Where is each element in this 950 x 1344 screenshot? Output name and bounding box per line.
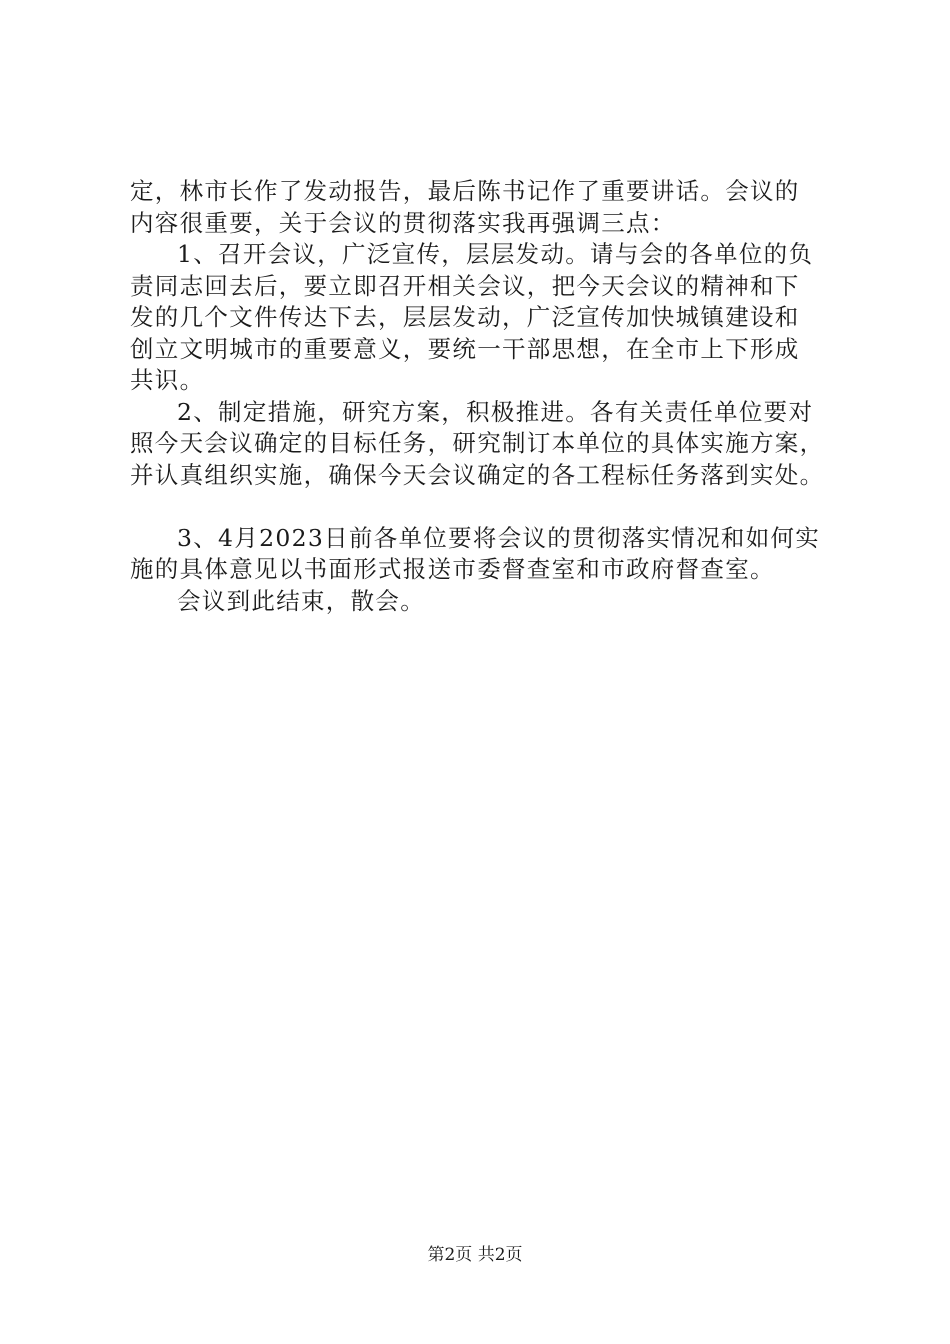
paragraph-line: 会议到此结束，散会。 (177, 586, 425, 615)
paragraph-line: 责同志回去后，要立即召开相关会议，把今天会议的精神和下 (130, 271, 800, 300)
paragraph-line: 创立文明城市的重要意义，要统一干部思想，在全市上下形成 (130, 334, 800, 363)
document-body (130, 176, 840, 617)
paragraph-line: 内容很重要，关于会议的贯彻落实我再强调三点： (130, 208, 676, 237)
paragraph-line: 并认真组织实施，确保今天会议确定的各工程标任务落到实处。 (130, 460, 825, 489)
paragraph-line: 2、制定措施，研究方案，积极推进。各有关责任单位要对 (177, 397, 814, 426)
paragraph-line: 共识。 (130, 366, 205, 394)
page-footer: 第2页 共2页 (427, 1245, 523, 1265)
paragraph-line: 1、召开会议，广泛宣传，层层发动。请与会的各单位的负 (177, 240, 814, 268)
paragraph-gap (130, 491, 840, 523)
paragraph-line: 定，林市长作了发动报告，最后陈书记作了重要讲话。会议的 (130, 177, 800, 205)
paragraph-line: 3、4月2023日前各单位要将会议的贯彻落实情况和如何实 (177, 523, 821, 552)
paragraph-line: 施的具体意见以书面形式报送市委督查室和市政府督查室。 (130, 555, 775, 583)
paragraph-line: 照今天会议确定的目标任务，研究制订本单位的具体实施方案， (130, 429, 825, 457)
paragraph-line: 发的几个文件传达下去，层层发动，广泛宣传加快城镇建设和 (130, 303, 800, 331)
